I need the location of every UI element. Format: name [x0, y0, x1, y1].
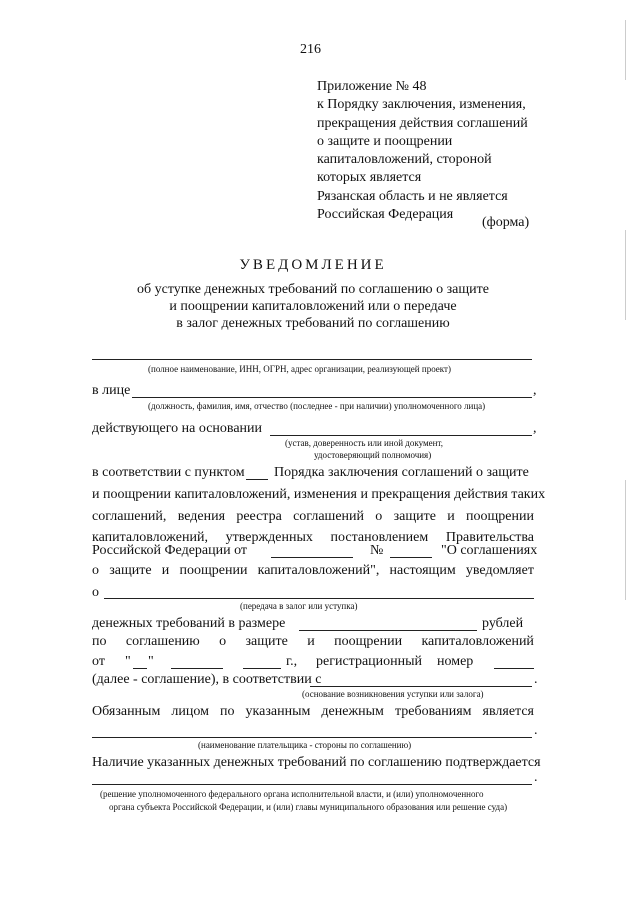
word: настоящим — [389, 563, 456, 578]
representative-field[interactable] — [132, 397, 532, 398]
document-subtitle — [0, 281, 626, 332]
appendix-line: Приложение № 48 — [317, 79, 427, 94]
word: соглашению — [125, 634, 200, 649]
transfer-type-hint: (передача в залог или уступка) — [240, 601, 358, 611]
word: по — [92, 634, 107, 649]
decree-date-field[interactable] — [271, 557, 353, 558]
rubles-label: рублей — [482, 616, 524, 631]
word: утвержденных — [225, 530, 313, 545]
appendix-line: которых является — [317, 170, 422, 186]
page-number: 216 — [300, 42, 321, 57]
basis-field[interactable] — [270, 435, 532, 436]
paragraph-text: Российской Федерации от — [92, 543, 248, 558]
nomer-label: номер — [437, 654, 474, 669]
org-name-hint: (полное наименование, ИНН, ОГРН, адрес организации, реализующей проект) — [148, 364, 451, 374]
subtitle-line: и поощрении капиталовложений или о передаче — [169, 299, 457, 314]
word: и — [447, 509, 455, 524]
word: защите — [393, 509, 436, 524]
registration-number-field[interactable] — [494, 668, 534, 669]
paragraph-text: Наличие указанных денежных требований по соглашению подтверждается — [92, 755, 541, 770]
agreement-day-field[interactable] — [133, 668, 147, 669]
word: защите — [245, 634, 288, 649]
punkt-field[interactable] — [246, 479, 268, 480]
appendix-line: к Порядку заключения, изменения, — [317, 97, 526, 113]
ot-label: от — [92, 654, 105, 669]
number-sign: № — [370, 543, 384, 558]
paragraph-line — [92, 509, 534, 525]
paragraph-text: и поощрении капиталовложений, изменения и прекращения действия таких — [92, 487, 546, 502]
basis-hint: (устав, доверенность или иной документ, — [285, 438, 443, 448]
appendix-block — [317, 78, 528, 224]
word: о — [219, 634, 227, 649]
basis-hint: удостоверяющий полномочия) — [314, 450, 432, 460]
basis-reason-field[interactable] — [310, 686, 532, 687]
confirmation-hint: (решение уполномоченного федерального органа исполнительной власти, и (или) уполномоченного — [100, 789, 484, 799]
v-lice-label: в лице — [92, 383, 131, 398]
comma: , — [533, 421, 537, 436]
paragraph-line — [92, 634, 534, 650]
representative-hint: (должность, фамилия, имя, отчество (последнее - при наличии) уполномоченного лица) — [148, 401, 486, 411]
paragraph-text: "О соглашениях — [441, 543, 538, 558]
appendix-line: капиталовложений, стороной — [317, 152, 492, 168]
appendix-line: о защите и поощрении — [317, 133, 453, 149]
confirmation-hint: органа субъекта Российской Федерации, и (или) главы муниципального образования или решение суда) — [109, 802, 508, 812]
word: капиталовложений, — [92, 530, 208, 545]
basis-label: действующего на основании — [92, 421, 263, 436]
word: защите — [109, 563, 152, 578]
word: лицом — [171, 704, 209, 719]
word: поощрении — [466, 509, 534, 524]
word: уведомляет — [465, 563, 534, 578]
form-label: (форма) — [482, 215, 530, 230]
word: по — [220, 704, 235, 719]
transfer-type-field[interactable] — [104, 598, 534, 599]
word: Обязанным — [92, 704, 161, 719]
word: постановлением — [330, 530, 429, 545]
quote-close: " — [148, 654, 154, 669]
basis-reason-hint: (основание возникновения уступки или залога) — [302, 689, 484, 699]
subtitle-line: в залог денежных требований по соглашению — [176, 316, 450, 331]
org-name-field[interactable] — [92, 359, 532, 360]
paragraph-text: Порядка заключения соглашений о защите — [274, 465, 529, 480]
scan-edge-artifact — [625, 20, 626, 80]
paragraph-text: денежных требований в размере — [92, 616, 286, 631]
word: соглашений — [293, 509, 365, 524]
payer-field[interactable] — [92, 737, 532, 738]
o-word: о — [92, 585, 99, 600]
word: Правительства — [445, 530, 534, 545]
word: является — [482, 704, 534, 719]
paragraph-line — [92, 704, 534, 720]
agreement-month-field[interactable] — [171, 668, 223, 669]
appendix-line: прекращения действия соглашений — [317, 115, 528, 131]
comma: , — [533, 383, 537, 398]
subtitle-line: об уступке денежных требований по соглашению о защите — [136, 282, 489, 297]
word: денежным — [321, 704, 384, 719]
word: реестра — [236, 509, 282, 524]
appendix-line: Российская Федерация — [317, 207, 454, 223]
amount-field[interactable] — [299, 630, 477, 631]
scan-edge-artifact — [625, 480, 626, 600]
payer-hint: (наименование плательщика - стороны по соглашению) — [198, 740, 412, 750]
word: указанным — [245, 704, 311, 719]
decree-number-field[interactable] — [390, 557, 432, 558]
year-suffix: г., — [286, 654, 298, 669]
word: поощрении — [179, 563, 248, 578]
quote-open: " — [125, 654, 131, 669]
word: и — [161, 563, 170, 578]
document-title: УВЕДОМЛЕНИЕ — [239, 257, 387, 273]
period: . — [534, 672, 538, 687]
word: требованиям — [394, 704, 472, 719]
word: капиталовложений — [421, 634, 534, 649]
agreement-year-field[interactable] — [243, 668, 281, 669]
word: и — [307, 634, 315, 649]
paragraph-line — [92, 563, 534, 579]
appendix-line: Рязанская область и не является — [317, 188, 508, 204]
word: о — [92, 563, 99, 578]
paragraph-text: в соответствии с пунктом — [92, 465, 245, 480]
paragraph-text: (далее - соглашение), в соответствии с — [92, 672, 322, 687]
period: . — [534, 770, 538, 785]
word: о — [375, 509, 383, 524]
reg-label: регистрационный — [316, 654, 423, 669]
word: соглашений, — [92, 509, 167, 524]
word: поощрении — [334, 634, 403, 649]
confirmation-field[interactable] — [92, 784, 532, 785]
word: капиталовложений", — [257, 563, 380, 578]
period: . — [534, 723, 538, 738]
word: ведения — [177, 509, 226, 524]
